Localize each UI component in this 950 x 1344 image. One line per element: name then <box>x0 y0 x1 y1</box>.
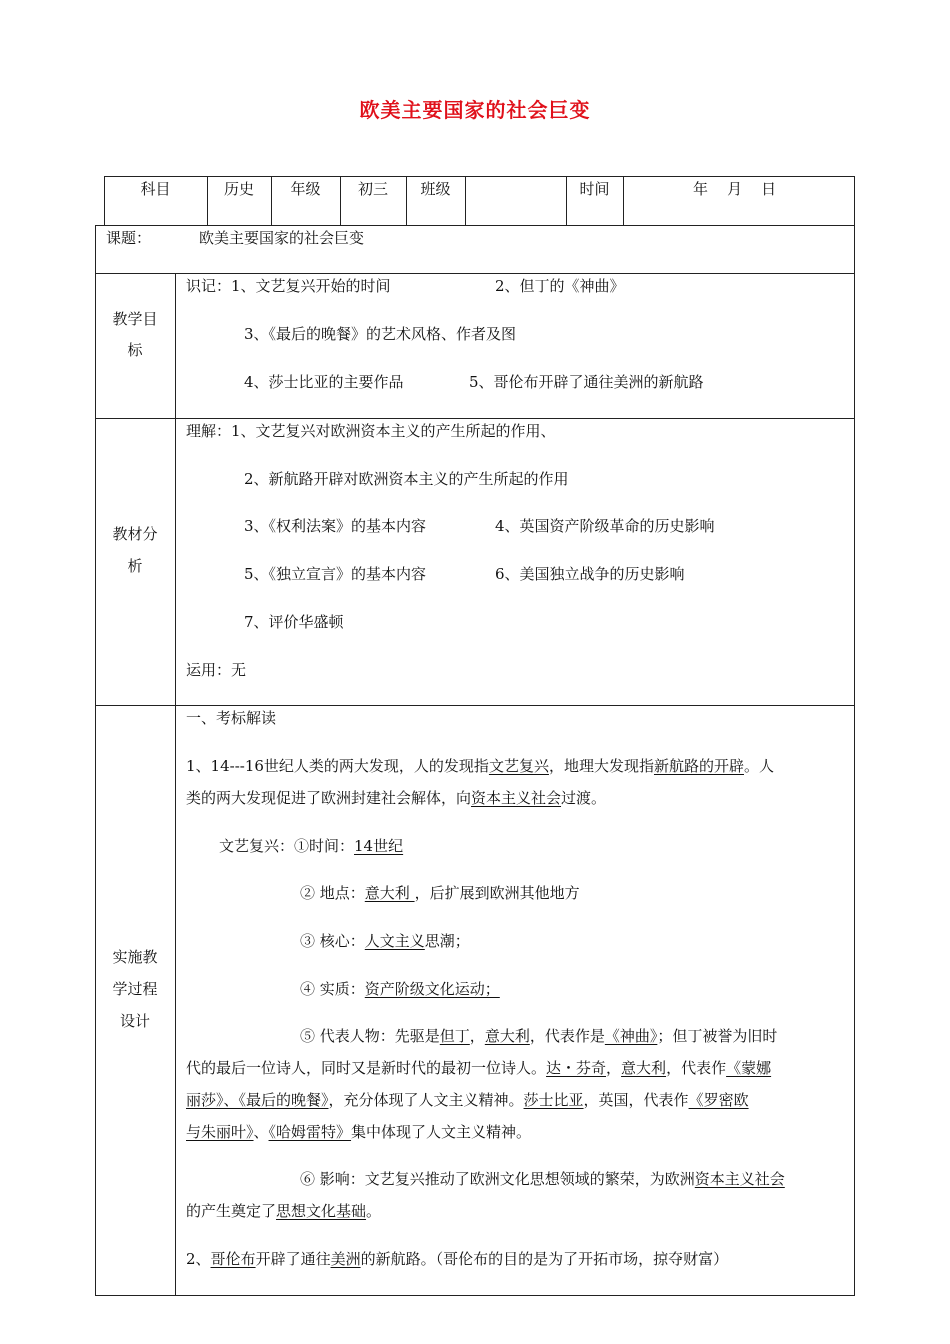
objective-1: 识记：1、文艺复兴开始的时间 <box>186 277 391 295</box>
rule <box>95 418 855 419</box>
grade-label: 年级 <box>290 180 321 198</box>
objectives-label-2: 标 <box>127 341 143 359</box>
underlined-term: 资产阶级文化运动； <box>364 980 500 998</box>
text: ⑥ 影响：文艺复兴推动了欧洲文化思想领域的繁荣，为欧洲 <box>300 1170 695 1188</box>
text: 、 <box>253 1123 269 1141</box>
text: 过渡。 <box>561 789 607 807</box>
paragraph-2 <box>186 1249 728 1269</box>
text: ② 地点： <box>300 884 365 902</box>
analysis-1: 理解：1、文艺复兴对欧洲资本主义的产生所起的作用、 <box>186 422 556 440</box>
underlined-term: 丽莎》、《最后的晚餐》 <box>186 1091 329 1109</box>
underlined-term: 新航路的开辟 <box>653 757 744 775</box>
underlined-term: 哥伦布 <box>210 1250 256 1268</box>
renaissance-place <box>300 883 580 903</box>
time-label: 时间 <box>579 180 610 198</box>
rule <box>95 225 96 1296</box>
underlined-term: 意大利 <box>364 884 415 902</box>
topic-label: 课题： <box>106 229 152 247</box>
text: ，后扩展到欧洲其他地方 <box>414 884 580 902</box>
analysis-6: 6、美国独立战争的历史影响 <box>495 565 685 583</box>
text: ⑤ 代表人物：先驱是 <box>300 1027 440 1045</box>
underlined-term: 《罗密欧 <box>688 1091 749 1109</box>
underlined-term: 意大利 <box>484 1027 530 1045</box>
text: 开辟了通往 <box>255 1250 331 1268</box>
subject-label: 科目 <box>140 180 171 198</box>
objective-2: 2、但丁的《神曲》 <box>495 277 625 295</box>
text: ③ 核心： <box>300 932 365 950</box>
rule <box>623 176 624 226</box>
analysis-3: 3、《权利法案》的基本内容 <box>244 517 427 535</box>
renaissance-core <box>300 931 470 951</box>
objectives-label-1: 教学目 <box>112 310 158 328</box>
underlined-term: 意大利 <box>621 1059 667 1077</box>
analysis-2: 2、新航路开辟对欧洲资本主义的产生所起的作用 <box>244 470 569 488</box>
text: 类的两大发现促进了欧洲封建社会解体，向 <box>186 789 472 807</box>
underlined-term: 达・芬奇 <box>546 1059 607 1077</box>
paragraph-1-line-1 <box>186 756 774 776</box>
text: ④ 实质： <box>300 980 365 998</box>
rule <box>95 273 855 274</box>
text: 。 <box>366 1202 382 1220</box>
representatives-line-1 <box>300 1026 777 1046</box>
class-label: 班级 <box>420 180 451 198</box>
underlined-term: 莎士比亚 <box>523 1091 584 1109</box>
rule <box>95 225 855 226</box>
representatives-line-2 <box>186 1058 771 1078</box>
process-heading: 一、考标解读 <box>186 709 277 727</box>
text: ，英国，代表作 <box>583 1091 689 1109</box>
renaissance-time <box>219 836 403 856</box>
text: ；但丁被誉为旧时 <box>657 1027 778 1045</box>
text: 1、14---16世纪人类的两大发现，人的发现指 <box>186 757 489 775</box>
text: 集中体现了人文主义精神。 <box>351 1123 532 1141</box>
paragraph-1-line-2 <box>186 788 606 808</box>
objective-5: 5、哥伦布开辟了通往美洲的新航路 <box>469 373 704 391</box>
underlined-term: 14世纪 <box>354 837 404 855</box>
underlined-term: 资本主义社会 <box>694 1170 785 1188</box>
text: ，代表作是 <box>529 1027 605 1045</box>
text: ，充分体现了人文主义精神。 <box>328 1091 524 1109</box>
process-label-1: 实施教 <box>112 948 158 966</box>
analysis-label-2: 析 <box>127 557 143 575</box>
analysis-label-1: 教材分 <box>112 525 158 543</box>
text: ，代表作 <box>666 1059 727 1077</box>
text: 的新航路。（哥伦布的目的是为了开拓市场，掠夺财富） <box>360 1250 729 1268</box>
text: 2、 <box>186 1250 211 1268</box>
rule <box>104 176 855 177</box>
underlined-term: 但丁 <box>439 1027 470 1045</box>
rule <box>95 705 855 706</box>
grade-value: 初三 <box>357 180 388 198</box>
underlined-term: 思想文化基础 <box>276 1202 367 1220</box>
underlined-term: 与朱丽叶》 <box>186 1123 254 1141</box>
subject-value: 历史 <box>223 180 254 198</box>
text: ， <box>469 1027 485 1045</box>
analysis-7: 7、评价华盛顿 <box>244 613 344 631</box>
text: 的产生奠定了 <box>186 1202 277 1220</box>
underlined-term: 《神曲》 <box>604 1027 658 1045</box>
underlined-term: 《蒙娜 <box>726 1059 772 1077</box>
process-label-3: 设计 <box>119 1012 150 1030</box>
analysis-5: 5、《独立宣言》的基本内容 <box>244 565 427 583</box>
impact-line-1 <box>300 1169 785 1189</box>
text: ， <box>606 1059 622 1077</box>
underlined-term: 文艺复兴 <box>488 757 549 775</box>
text: 代的最后一位诗人，同时又是新时代的最初一位诗人。 <box>186 1059 547 1077</box>
rule <box>854 176 855 1296</box>
text: 。人 <box>743 757 774 775</box>
representatives-line-4 <box>186 1122 531 1142</box>
analysis-4: 4、英国资产阶级革命的历史影响 <box>495 517 715 535</box>
text: 思潮； <box>424 932 470 950</box>
representatives-line-3 <box>186 1090 749 1110</box>
rule <box>95 1295 855 1296</box>
objective-3: 3、《最后的晚餐》的艺术风格、作者及图 <box>244 325 517 343</box>
analysis-application: 运用：无 <box>186 661 247 679</box>
rule <box>175 273 176 1296</box>
underlined-term: 人文主义 <box>364 932 425 950</box>
rule <box>465 176 466 226</box>
topic-value: 欧美主要国家的社会巨变 <box>199 229 365 247</box>
renaissance-nature <box>300 979 500 999</box>
text: ，地理大发现指 <box>548 757 654 775</box>
page-title: 欧美主要国家的社会巨变 <box>359 98 591 122</box>
underlined-term: 美洲 <box>330 1250 361 1268</box>
text: 文艺复兴：①时间： <box>219 837 355 855</box>
underlined-term: 《哈姆雷特》 <box>268 1123 352 1141</box>
underlined-term: 资本主义社会 <box>471 789 562 807</box>
impact-line-2 <box>186 1201 381 1221</box>
process-label-2: 学过程 <box>112 980 158 998</box>
date-value: 年 月 日 <box>693 180 777 198</box>
objective-4: 4、莎士比亚的主要作品 <box>244 373 404 391</box>
